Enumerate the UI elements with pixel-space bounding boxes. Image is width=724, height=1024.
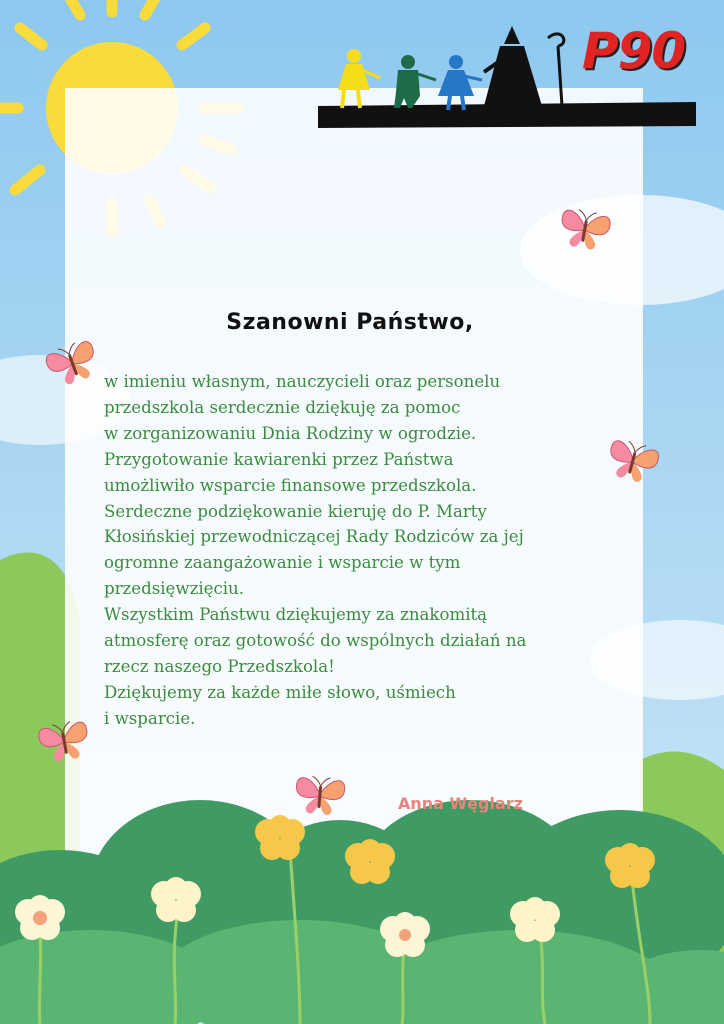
letter-line: przedszkola serdecznie dziękuję za pomoc	[104, 397, 461, 417]
letter-line: i wsparcie.	[104, 708, 196, 728]
letter-greeting: Szanowni Państwo,	[226, 310, 474, 335]
letter-line: przedsięwzięciu.	[104, 579, 245, 599]
letter-line: ogromne zaangażowanie i wsparcie w tym	[104, 553, 461, 573]
letter-line: w imieniu własnym, nauczycieli oraz personelu	[104, 372, 501, 391]
letter-line: atmosferę oraz gotowość do wspólnych działań na	[104, 631, 527, 651]
letter-line: umożliwiło wsparcie finansowe przedszkola.	[104, 475, 477, 495]
letter-body	[104, 369, 624, 732]
logo-text: P90	[582, 22, 686, 80]
letter-line: Serdeczne podziękowanie kieruję do P. Marty	[104, 501, 487, 521]
letter-signature: Anna Węglarz	[398, 794, 523, 813]
letter-line: w zorganizowaniu Dnia Rodziny w ogrodzie.	[104, 423, 477, 443]
letter-line: Dziękujemy za każde miłe słowo, uśmiech	[104, 682, 456, 702]
letter-line: Przygotowanie kawiarenki przez Państwa	[104, 449, 454, 469]
letter-line: Wszystkim Państwu dziękujemy za znakomitą	[104, 605, 488, 625]
letter-line: Kłosińskiej przewodniczącej Rady Rodziców za jej	[104, 527, 524, 547]
letter-line: rzecz naszego Przedszkola!	[104, 656, 335, 676]
